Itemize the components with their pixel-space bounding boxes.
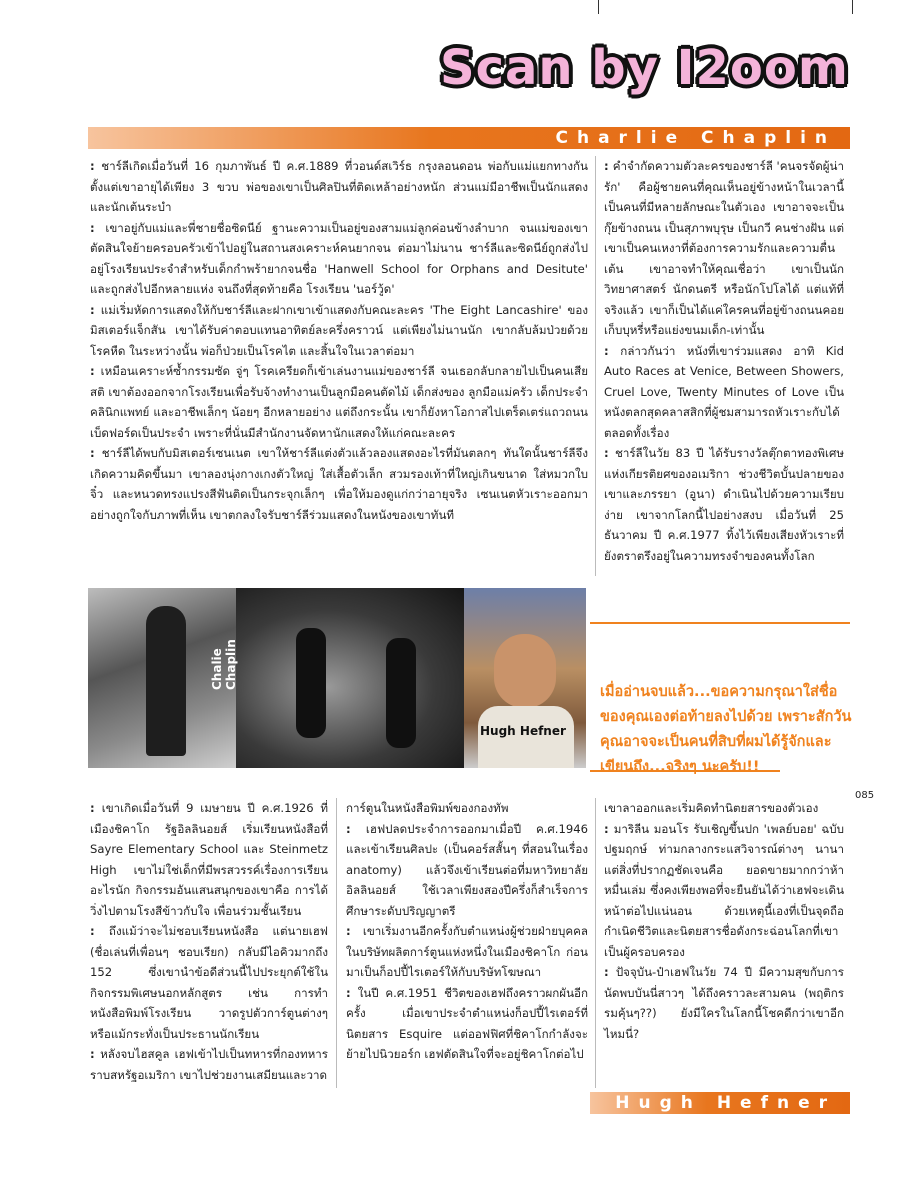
hefner-article-col1 — [90, 798, 328, 1085]
hefner-article-col2 — [346, 798, 588, 1065]
hefner-photo — [464, 588, 586, 768]
watermark: Scan by I2oom — [440, 40, 849, 96]
chaplin-stage-photo — [236, 588, 464, 768]
hefner-article-col3 — [604, 798, 844, 1044]
orange-rule — [590, 622, 850, 624]
paragraph: : ชาร์ลีได้พบกับมิสเตอร์เซนเนต เขาให้ชาร์ลีแต่งตัวแล้วลองแสดงอะไรที่มันตลกๆ ทันใดนั้นชาร์ลีจึงเกิดความคิดขึ้นมา เขาลองนุ่งกางเกงตัวใหญ่ ใส่เสื้อตัวเล็ก สวมรองเท้าที่ใหญ่เกินขนาด ใส่หมวกใบจิ๋ว และหนวดทรงแปรงสีฟันติดเป็นกระจุกเล็กๆ เพื่อให้มองดูแก่กว่าอายุจริง เซนเนตหัวเราะออกมาอย่างถูกใจกับภาพที่เห็น เขาตกลงใจรับชาร์ลีร่วมแสดงในหนังของเขาทันที — [90, 443, 588, 525]
paragraph: : คำจำกัดความตัวละครของชาร์ลี 'คนจรจัดผู้น่ารัก' คือผู้ชายคนที่คุณเห็นอยู่ข้างหน้าในเวลานี้ เป็นคนที่มีหลายลักษณะในตัวเอง เขาอาจจะเป็นกุ๊ยข้างถนน เป็นสุภาพบุรุษ เป็นกวี คนช่างฝัน แต่เขาเป็นคนเหงาที่ต้องการความรักและความตื่นเต้น เขาอาจทำให้คุณเชื่อว่า เขาเป็นนักวิทยาศาสตร์ นักดนตรี หรือนักโปโลได้ แต่แท้ที่จริงแล้ว เขาก็เป็นได้แค่ใครคนที่อยู่ข้างถนนคอยเก็บบุหรี่หรือแย่งขนมเด็ก-เท่านั้น — [604, 156, 844, 341]
paragraph: : หลังจบไฮสคูล เฮฟเข้าไปเป็นทหารที่กองทหารราบสหรัฐอเมริกา เขาไปช่วยงานเสมียนและวาด — [90, 1044, 328, 1085]
chaplin-article-left — [90, 156, 588, 525]
paragraph: : ปัจจุบัน-ป๋าเฮฟในวัย 74 ปี มีความสุขกับการนัดพบบันนี่สาวๆ ได้ถึงคราวละสามคน (พฤติกรรมคุ้นๆ??) ยังมีใครในโลกนี้โชคดีกว่าเขาอีกไหมนี่? — [604, 962, 844, 1044]
footer-bar — [590, 1092, 850, 1114]
paragraph: : กล่าวกันว่า หนังที่เขาร่วมแสดง อาทิ Kid Auto Races at Venice, Between Showers, Cruel Love, Twenty Minutes of Love เป็นหนังตลกสุดคลาสสิกที่ผู้ชมสามารถหัวเราะกับได้ตลอดทั้งเรื่อง — [604, 341, 844, 444]
paragraph: : แม่เริ่มหัดการแสดงให้กับชาร์ลีและฝากเขาเข้าแสดงกับคณะละคร 'The Eight Lancashire' ของมิสเตอร์แจ็กสัน เขาได้รับค่าตอบแทนอาทิตย์ละครึ่งคราวน์ แต่เพียงไม่นานนัก เขากลับล้มป่วยด้วยโรคหืด ในระหว่างนั้น พ่อก็ป่วยเป็นโรคไต และสิ้นใจในเวลาต่อมา — [90, 300, 588, 362]
paragraph: : เขาอยู่กับแม่และพี่ชายชื่อซิดนีย์ ฐานะความเป็นอยู่ของสามแม่ลูกค่อนข้างลำบาก จนแม่ของเขาตัดสินใจย้ายครอบครัวเข้าไปอยู่ในสถานสงเคราะห์คนยากจน ต่อมาไม่นาน ชาร์ลีและซิดนีย์ถูกส่งไปอยู่โรงเรียนประจำสำหรับเด็กกำพร้ายากจนชื่อ 'Hanwell School for Orphans and Desitute' และถูกส่งไปอีกหลายแห่ง จนถึงที่สุดท้ายคือ โรงเรียน 'นอร์วู้ด' — [90, 218, 588, 300]
paragraph: : เฮฟปลดประจำการออกมาเมื่อปี ค.ศ.1946 และเข้าเรียนศิลปะ (เป็นคอร์สสั้นๆ ที่สอนในเรื่อง anatomy) แล้วจึงเข้าเรียนต่อที่มหาวิทยาลัยอิลลินอยส์ ใช้เวลาเพียงสองปีครึ่งก็สำเร็จการศึกษาระดับปริญญาตรี — [346, 819, 588, 922]
header-bar-title: Charlie Chaplin — [555, 128, 836, 148]
paragraph: : ในปี ค.ศ.1951 ชีวิตของเฮฟถึงคราวผกผันอีกครั้ง เมื่อเขาประจำตำแหน่งก็อปปี้ไรเตอร์ที่นิตยสาร Esquire แต่ออฟฟิศที่ชิคาโกกำลังจะย้ายไปนิวยอร์ก เฮฟตัดสินใจที่จะอยู่ชิคาโกต่อไป — [346, 983, 588, 1065]
paragraph: : เขาเกิดเมื่อวันที่ 9 เมษายน ปี ค.ศ.1926 ที่เมืองชิคาโก รัฐอิลลินอยส์ เริ่มเรียนหนังสือที่ Sayre Elementary School และ Steinmetz High เขาไม่ใช่เด็กที่มีพรสวรรค์เรื่องการเรียนอะไรนัก กิจกรรมอันแสนสนุกของเขาคือ การได้วิ่งไปตามโรงสีข้าวกับใจ เพื่อนร่วมชั้นเรียน — [90, 798, 328, 921]
paragraph: : เขาเริ่มงานอีกครั้งกับตำแหน่งผู้ช่วยฝ่ายบุคคลในบริษัทผลิตการ์ตูนแห่งหนึ่งในเมืองชิคาโก ก่อนมาเป็นก็อปปี้ไรเตอร์ให้กับบริษัทโฆษณา — [346, 921, 588, 983]
header-bar — [88, 127, 850, 149]
paragraph: : ชาร์ลีเกิดเมื่อวันที่ 16 กุมภาพันธ์ ปี ค.ศ.1889 ที่วอนด์สเวิร์ธ กรุงลอนดอน พ่อกับแม่แยกทางกันตั้งแต่เขาอายุได้เพียง 3 ขวบ พ่อของเขาเป็นศิลปินที่ติดเหล้าอย่างหนัก ส่วนแม่มีอาชีพเป็นนักแสดงและนักเต้นระบำ — [90, 156, 588, 218]
column-divider — [336, 798, 337, 1088]
hefner-photo-label: Hugh Hefner — [480, 724, 566, 738]
paragraph: : มาริลีน มอนโร รับเชิญขึ้นปก 'เพลย์บอย' ฉบับปฐมฤกษ์ ท่ามกลางกระแสวิจารณ์ต่างๆ นานา แต่สิ่งที่ปรากฏชัดเจนคือ ยอดขายมากกว่าห้าหมื่นเล่ม ซึ่งคงเพียงพอที่จะยืนยันได้ว่าเฮฟจะเดินหน้าต่อไปแน่นอน ด้วยเหตุนี้เองที่เป็นจุดถือกำเนิดชีวิตและนิตยสารชื่อดังกระฉ่อนโลกที่เขาเป็นผู้ครอบครอง — [604, 819, 844, 963]
paragraph: การ์ตูนในหนังสือพิมพ์ของกองทัพ — [346, 801, 509, 815]
column-divider — [595, 798, 596, 1088]
paragraph: : ชาร์ลีในวัย 83 ปี ได้รับรางวัลตุ๊กตาทองพิเศษแห่งเกียรติยศของอเมริกา ช่วงชีวิตบั้นปลายของเขาและภรรยา (อูนา) ดำเนินไปด้วยความเรียบง่าย เขาจากโลกนี้ไปอย่างสงบ เมื่อวันที่ 25 ธันวาคม ปี ค.ศ.1977 ทิ้งไว้เพียงเสียงหัวเราะที่ยังตราตรึงอยู่ในความทรงจำของคนทั้งโลก — [604, 443, 844, 566]
column-divider — [595, 156, 596, 576]
paragraph: เขาลาออกและเริ่มคิดทำนิตยสารของตัวเอง — [604, 801, 819, 815]
footer-bar-title: Hugh Hefner — [615, 1093, 836, 1113]
crop-mark — [852, 0, 853, 14]
paragraph: : เหมือนเคราะห์ซ้ำกรรมซัด จู่ๆ โรคเครียดก็เข้าเล่นงานแม่ของชาร์ลี จนเธอกลับกลายไปเป็นคนเสียสติ เขาต้องออกจากโรงเรียนเพื่อรับจ้างทำงานเป็นลูกมือคนตัดไม้ เด็กส่งของ ลูกมือแม่ครัว เด็กประจำคลินิกแพทย์ และอาชีพเล็กๆ น้อยๆ อีกหลายอย่าง แต่ถึงกระนั้น เขาก็ยังหาโอกาสไปเตร็ดเตร่แถวถนนเบ็ดฟอร์ดเป็นประจำ เพราะที่นั่นมีสำนักงานจัดหานักแสดงให้แก่คณะละคร — [90, 361, 588, 443]
paragraph: : ถึงแม้ว่าจะไม่ชอบเรียนหนังสือ แต่นายเฮฟ (ชื่อเล่นที่เพื่อนๆ ชอบเรียก) กลับมีไอคิวมากถึง 152 ซึ่งเขานำข้อดีส่วนนี้ไปประยุกต์ใช้ในกิจกรรมพิเศษนอกหลักสูตร เช่น การทำหนังสือพิมพ์โรงเรียน วาดรูปตัวการ์ตูนต่างๆ หรือแม้กระทั่งเป็นประธานนักเรียน — [90, 921, 328, 1044]
crop-mark — [598, 0, 599, 14]
page-number: 085 — [855, 790, 875, 801]
chaplin-photo-label: Chalie Chaplin — [210, 639, 238, 690]
chaplin-article-right — [604, 156, 844, 566]
pull-quote: เมื่ออ่านจบแล้ว...ขอความกรุณาใส่ชื่อของคุณเองต่อท้ายลงไปด้วย เพราะสักวันคุณอาจจะเป็นคนที่สิบที่ผมได้รู้จักและเขียนถึง...จริงๆ นะครับ!! — [600, 684, 852, 775]
